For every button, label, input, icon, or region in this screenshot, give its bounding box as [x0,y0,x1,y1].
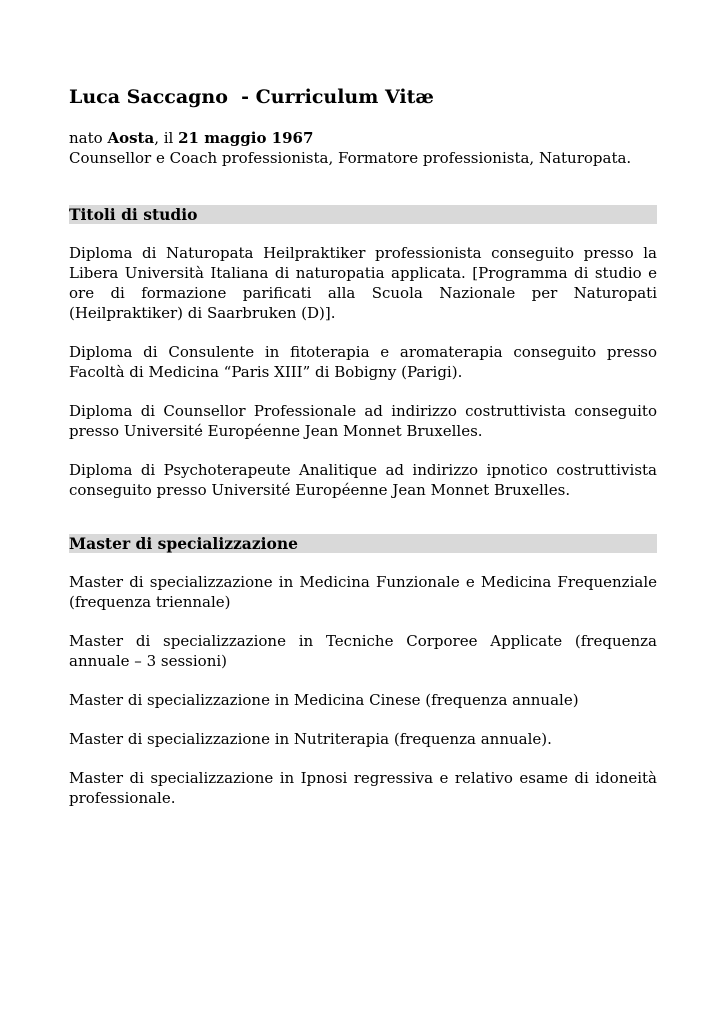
section-master-di-specializzazione [69,572,657,827]
document-title: Luca Saccagno - Curriculum Vitæ [69,86,434,108]
birth-separator: , il [154,129,179,147]
paragraph-master-ipnosi: Master di specializzazione in Ipnosi regressiva e relativo esame di idoneità professionale. [69,769,657,807]
birth-date: 21 maggio 1967 [178,129,314,147]
section-heading-titoli-di-studio: Titoli di studio [69,205,657,224]
paragraph-diploma-fitoterapia: Diploma di Consulente in fitoterapia e aromaterapia conseguito presso Facoltà di Medicina “Paris XIII” di Bobigny (Parigi). [69,343,657,381]
paragraph-master-medicina-funzionale: Master di specializzazione in Medicina Funzionale e Medicina Frequenziale (frequenza triennale) [69,573,657,611]
paragraph-master-medicina-cinese: Master di specializzazione in Medicina Cinese (frequenza annuale) [69,691,579,709]
personal-info [69,128,657,168]
paragraph-diploma-counsellor: Diploma di Counsellor Professionale ad indirizzo costruttivista conseguito presso Université Européenne Jean Monnet Bruxelles. [69,402,657,440]
section-heading-master: Master di specializzazione [69,534,657,553]
paragraph-diploma-naturopata: Diploma di Naturopata Heilpraktiker professionista conseguito presso la Libera Università Italiana di naturopatia applicata. [Programma di studio e ore di formazione parificati alla Scuola Nazionale per Naturopati (Heilpraktiker) di Saarbruken (D)]. [69,244,657,322]
birth-place: Aosta [107,129,155,147]
paragraph-master-tecniche-corporee: Master di specializzazione in Tecniche Corporee Applicate (frequenza annuale – 3 sessioni) [69,632,657,670]
profession-line: Counsellor e Coach professionista, Formatore professionista, Naturopata. [69,149,632,167]
section-titoli-di-studio [69,243,657,519]
paragraph-master-nutriterapia: Master di specializzazione in Nutriterapia (frequenza annuale). [69,730,552,748]
paragraph-diploma-psychoterapeute: Diploma di Psychoterapeute Analitique ad indirizzo ipnotico costruttivista conseguito presso Université Européenne Jean Monnet Bruxelles. [69,461,657,499]
birth-prefix: nato [69,129,108,147]
birth-line [69,128,657,148]
